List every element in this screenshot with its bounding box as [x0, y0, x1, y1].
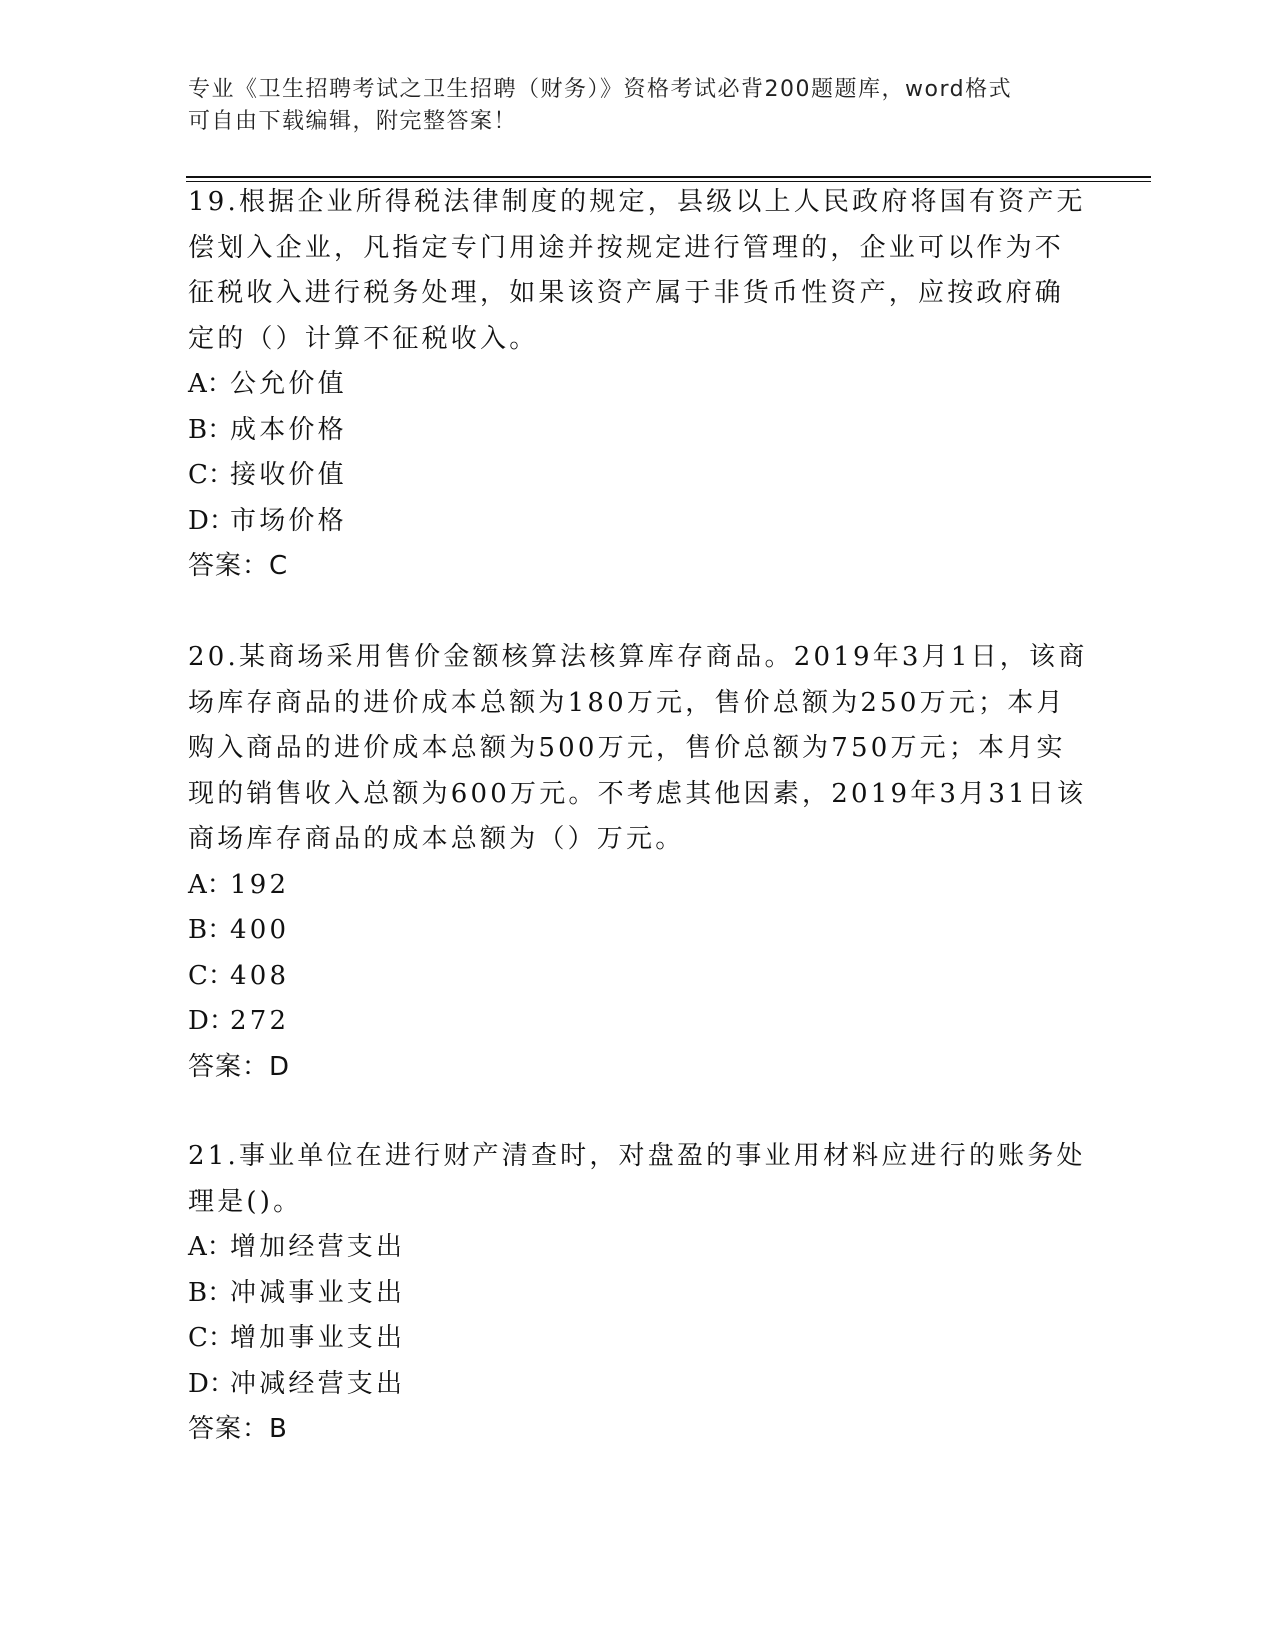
header-line-1: 专业《卫生招聘考试之卫生招聘（财务）》资格考试必背200题题库，word格式 — [188, 77, 1013, 102]
option-letter: D： — [188, 505, 235, 536]
option-b — [188, 1271, 1088, 1317]
question-text-line: 定的（）计算不征税收入。 — [188, 323, 539, 354]
option-letter: A： — [188, 1232, 233, 1262]
option-letter: B： — [188, 1277, 234, 1308]
answer-line: 答案：C — [188, 551, 289, 581]
option-text: 成本价格 — [230, 414, 347, 445]
option-a — [188, 362, 1088, 408]
option-text: 增加经营支出 — [230, 1232, 406, 1262]
question-text-line: 偿划入企业，凡指定专门用途并按规定进行管理的，企业可以作为不 — [188, 232, 1065, 263]
question-text-line: 20.某商场采用售价金额核算法核算库存商品。2019年3月1日，该商 — [188, 642, 1088, 672]
option-letter: B： — [188, 915, 234, 945]
header-line-2: 可自由下载编辑，附完整答案！ — [188, 109, 518, 134]
option-c — [188, 954, 1088, 1000]
option-text: 192 — [230, 869, 290, 900]
option-text: 408 — [230, 960, 290, 991]
option-d — [188, 499, 1088, 545]
option-letter: D： — [188, 1368, 235, 1399]
option-text: 市场价格 — [230, 505, 347, 536]
option-letter: A： — [188, 369, 233, 399]
header-divider-thick — [186, 176, 1151, 178]
option-b — [188, 408, 1088, 454]
option-a — [188, 863, 1088, 909]
option-text: 公允价值 — [230, 369, 347, 399]
option-letter: C： — [188, 960, 234, 991]
option-d — [188, 999, 1088, 1045]
option-c — [188, 1316, 1088, 1362]
question-text-line: 征税收入进行税务处理，如果该资产属于非货币性资产，应按政府确 — [188, 278, 1065, 308]
option-text: 272 — [230, 1006, 290, 1036]
question-21 — [188, 1134, 1088, 1453]
document-header — [188, 74, 1068, 138]
question-text-line: 现的销售收入总额为600万元。不考虑其他因素，2019年3月31日该 — [188, 778, 1087, 809]
option-letter: D： — [188, 1006, 235, 1036]
question-text-line: 19.根据企业所得税法律制度的规定，县级以上人民政府将国有资产无 — [188, 187, 1086, 217]
option-d — [188, 1362, 1088, 1408]
option-letter: A： — [188, 869, 233, 900]
answer-line: 答案：D — [188, 1051, 291, 1082]
question-20 — [188, 635, 1088, 1090]
option-letter: B： — [188, 414, 234, 445]
question-19 — [188, 180, 1088, 590]
option-text: 接收价值 — [230, 460, 347, 490]
option-b — [188, 908, 1088, 954]
question-text-line: 21.事业单位在进行财产清查时，对盘盈的事业用材料应进行的账务处 — [188, 1141, 1086, 1171]
question-text-line: 理是()。 — [188, 1186, 303, 1217]
option-text: 400 — [230, 915, 290, 945]
option-text: 冲减事业支出 — [230, 1277, 406, 1308]
option-letter: C： — [188, 460, 234, 490]
option-letter: C： — [188, 1323, 234, 1353]
question-text-line: 商场库存商品的成本总额为（）万元。 — [188, 824, 685, 854]
option-text: 冲减经营支出 — [230, 1368, 406, 1399]
answer-line: 答案：B — [188, 1414, 288, 1444]
question-text-line: 场库存商品的进价成本总额为180万元，售价总额为250万元；本月 — [188, 687, 1066, 718]
option-a — [188, 1225, 1088, 1271]
option-c — [188, 453, 1088, 499]
option-text: 增加事业支出 — [230, 1323, 406, 1353]
question-text-line: 购入商品的进价成本总额为500万元，售价总额为750万元；本月实 — [188, 733, 1066, 763]
